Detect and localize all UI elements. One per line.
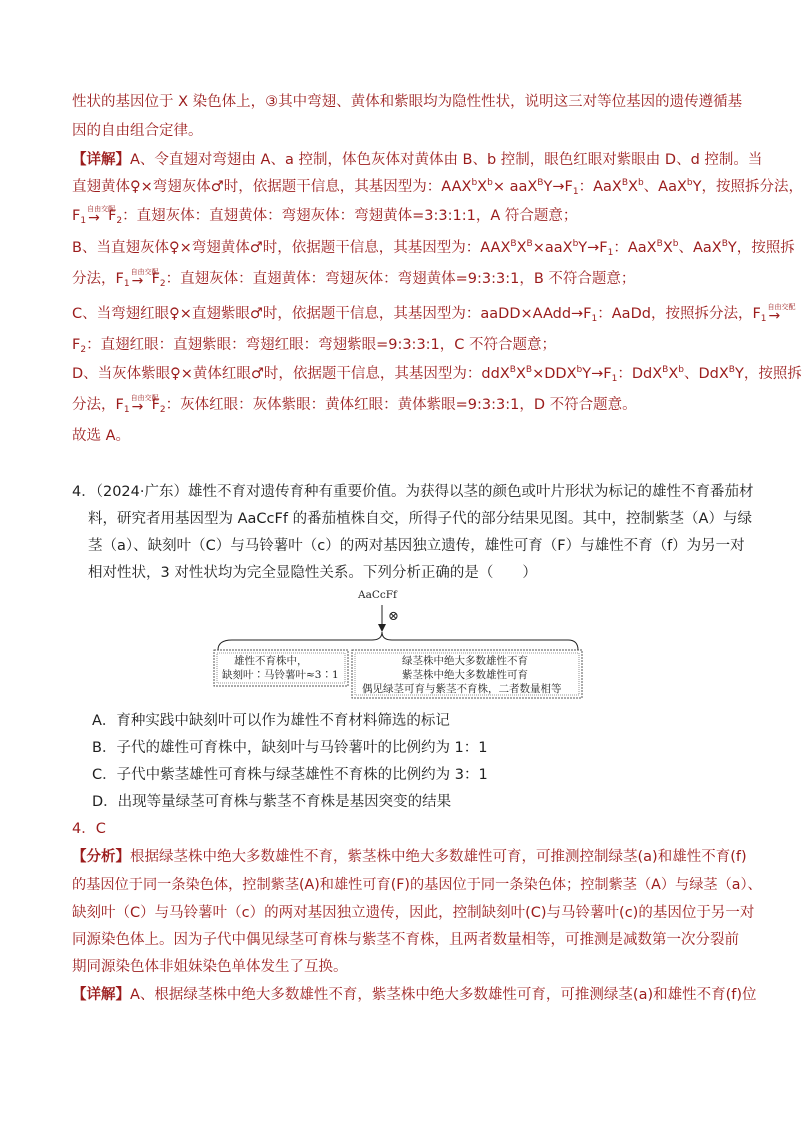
analysis-line: 【分析】根据绿茎株中绝大多数雄性不育，紫茎株中绝大多数雄性可育，可推测控制绿茎(a)和雄性不育(f) <box>72 849 747 865</box>
detail-line: $F_2$：直翅红眼：直翅紫眼：弯翅红眼：弯翅紫眼=9:3:3:1，C 不符合题意； <box>72 337 557 355</box>
question-stem-line: 茎（a）、缺刻叶（C）与马铃薯叶（c）的两对基因独立遗传，雄性可育（F）与雄性不育（f）为另一对 <box>88 538 745 554</box>
question-number: 4． <box>72 484 96 500</box>
option-b: B．子代的雄性可育株中，缺刻叶与马铃薯叶的比例约为 1：1 <box>92 740 488 756</box>
text-line: 因的自由组合定律。 <box>72 123 203 139</box>
detail-line: 分法，$F_1$ 自由交配 → $F_2$：灰体红眼：灰体紫眼：黄体红眼：黄体紫眼=9:3:3:1，D 不符合题意。 <box>72 394 637 415</box>
detail-tag: 【详解】 <box>72 987 130 1003</box>
arrow-with-label: 自由交配 → <box>130 394 159 415</box>
detail-line <box>72 150 762 170</box>
detail-line: $F_1$ 自由交配 → $F_2$：直翅灰体：直翅黄体：弯翅灰体：弯翅黄体=3:3:1:1，A 符合题意； <box>72 205 578 226</box>
genetics-figure <box>212 588 584 700</box>
arrow-with-label: 自由交配 → <box>130 268 159 289</box>
analysis-line: 缺刻叶（C）与马铃薯叶（c）的两对基因独立遗传，因此，控制缺刻叶(C)与马铃薯叶(c)的基因位于另一对 <box>72 905 755 921</box>
left-box-line: 雄性不育株中， <box>234 655 308 667</box>
left-box-line: 缺刻叶∶马铃薯叶≈3∶1 <box>222 669 339 681</box>
detail-line: B、当直翅灰体♀×弯翅黄体♂时，依据题干信息，其基因型为：$AAX^BX^B\times aaX^bY\to F_1$：$AaX^BX^b$、AaX$^B$Y，按照拆 <box>72 239 795 258</box>
arrow-with-label: 自由交配 → <box>87 205 116 226</box>
detail-tag: 【详解】 <box>72 152 130 168</box>
answer: 4．C <box>72 821 106 837</box>
conclusion: 故选 A。 <box>72 428 131 444</box>
option-a: A．育种实践中缺刻叶可以作为雄性不育材料筛选的标记 <box>92 713 450 729</box>
detail-line: C、当弯翅红眼♀×直翅紫眼♂时，依据题干信息，其基因型为：$aaDD\times AAdd\to F_1$：AaDd，按照拆分法，$F_1$ 自由交配 → <box>72 303 796 324</box>
text-span: A、令直翅对弯翅由 A、a 控制，体色灰体对黄体由 B、b 控制，眼色红眼对紫眼由 D、d 控制。当 <box>130 152 763 168</box>
right-box-line: 偶见绿茎可育与紫茎不育株，二者数量相等 <box>362 683 562 695</box>
option-d: D．出现等量绿茎可育株与紫茎不育株是基因突变的结果 <box>92 794 452 810</box>
option-c: C．子代中紫茎雄性可育株与绿茎雄性不育株的比例约为 3：1 <box>92 767 488 783</box>
analysis-line: 期同源染色体非姐妹染色单体发生了互换。 <box>72 959 348 975</box>
self-cross-symbol: ⊗ <box>388 609 399 624</box>
detail-line: 直翅黄体♀×弯翅灰体♂时，依据题干信息，其基因型为：$AAX^bX^b\times aaX^BY\to F_1$：$AaX^BX^b$、AaX$^b$Y，按照拆分法， <box>72 178 803 197</box>
question-stem-line: 4．（2024·广东）雄性不育对遗传育种有重要价值。为获得以茎的颜色或叶片形状为标记的雄性不育番茄材 <box>72 484 754 500</box>
right-box-line: 绿茎株中绝大多数雄性不育 <box>402 655 528 667</box>
question-stem-line: 料，研究者用基因型为 AaCcFf 的番茄植株自交，所得子代的部分结果见图。其中，控制紫茎（A）与绿 <box>88 511 752 527</box>
text-line: 性状的基因位于 X 染色体上，③其中弯翅、黄体和紫眼均为隐性性状，说明这三对等位基因的遗传遵循基 <box>72 94 743 110</box>
analysis-line: 的基因位于同一条染色体，控制紫茎(A)和雄性可育(F)的基因位于同一条染色体；控制紫茎（A）与绿茎（a）、 <box>72 877 762 893</box>
detail-line: D、当灰体紫眼♀×黄体红眼♂时，依据题干信息，其基因型为：$ddX^BX^B\times DDX^bY\to F_1$：$DdX^BX^b$、DdX$^B$Y，按照拆 <box>72 365 802 384</box>
analysis-line: 同源染色体上。因为子代中偶见绿茎可育株与紫茎不育株，且两者数量相等，可推测是减数第一次分裂前 <box>72 932 739 948</box>
right-box-line: 紫茎株中绝大多数雄性可育 <box>402 669 528 681</box>
arrow-with-label: 自由交配 → <box>767 303 796 324</box>
analysis-tag: 【分析】 <box>72 849 130 865</box>
detail-line: 【详解】A、根据绿茎株中绝大多数雄性不育，紫茎株中绝大多数雄性可育，可推测绿茎(a)和雄性不育(f)位 <box>72 987 757 1003</box>
question-stem-line: 相对性状，3 对性状均为完全显隐性关系。下列分析正确的是（ ） <box>88 565 537 581</box>
parent-genotype: AaCcFf <box>358 589 397 601</box>
detail-line: 分法，$F_1$ 自由交配 → $F_2$：直翅灰体：直翅黄体：弯翅灰体：弯翅黄体=9:3:3:1，B 不符合题意； <box>72 268 636 289</box>
